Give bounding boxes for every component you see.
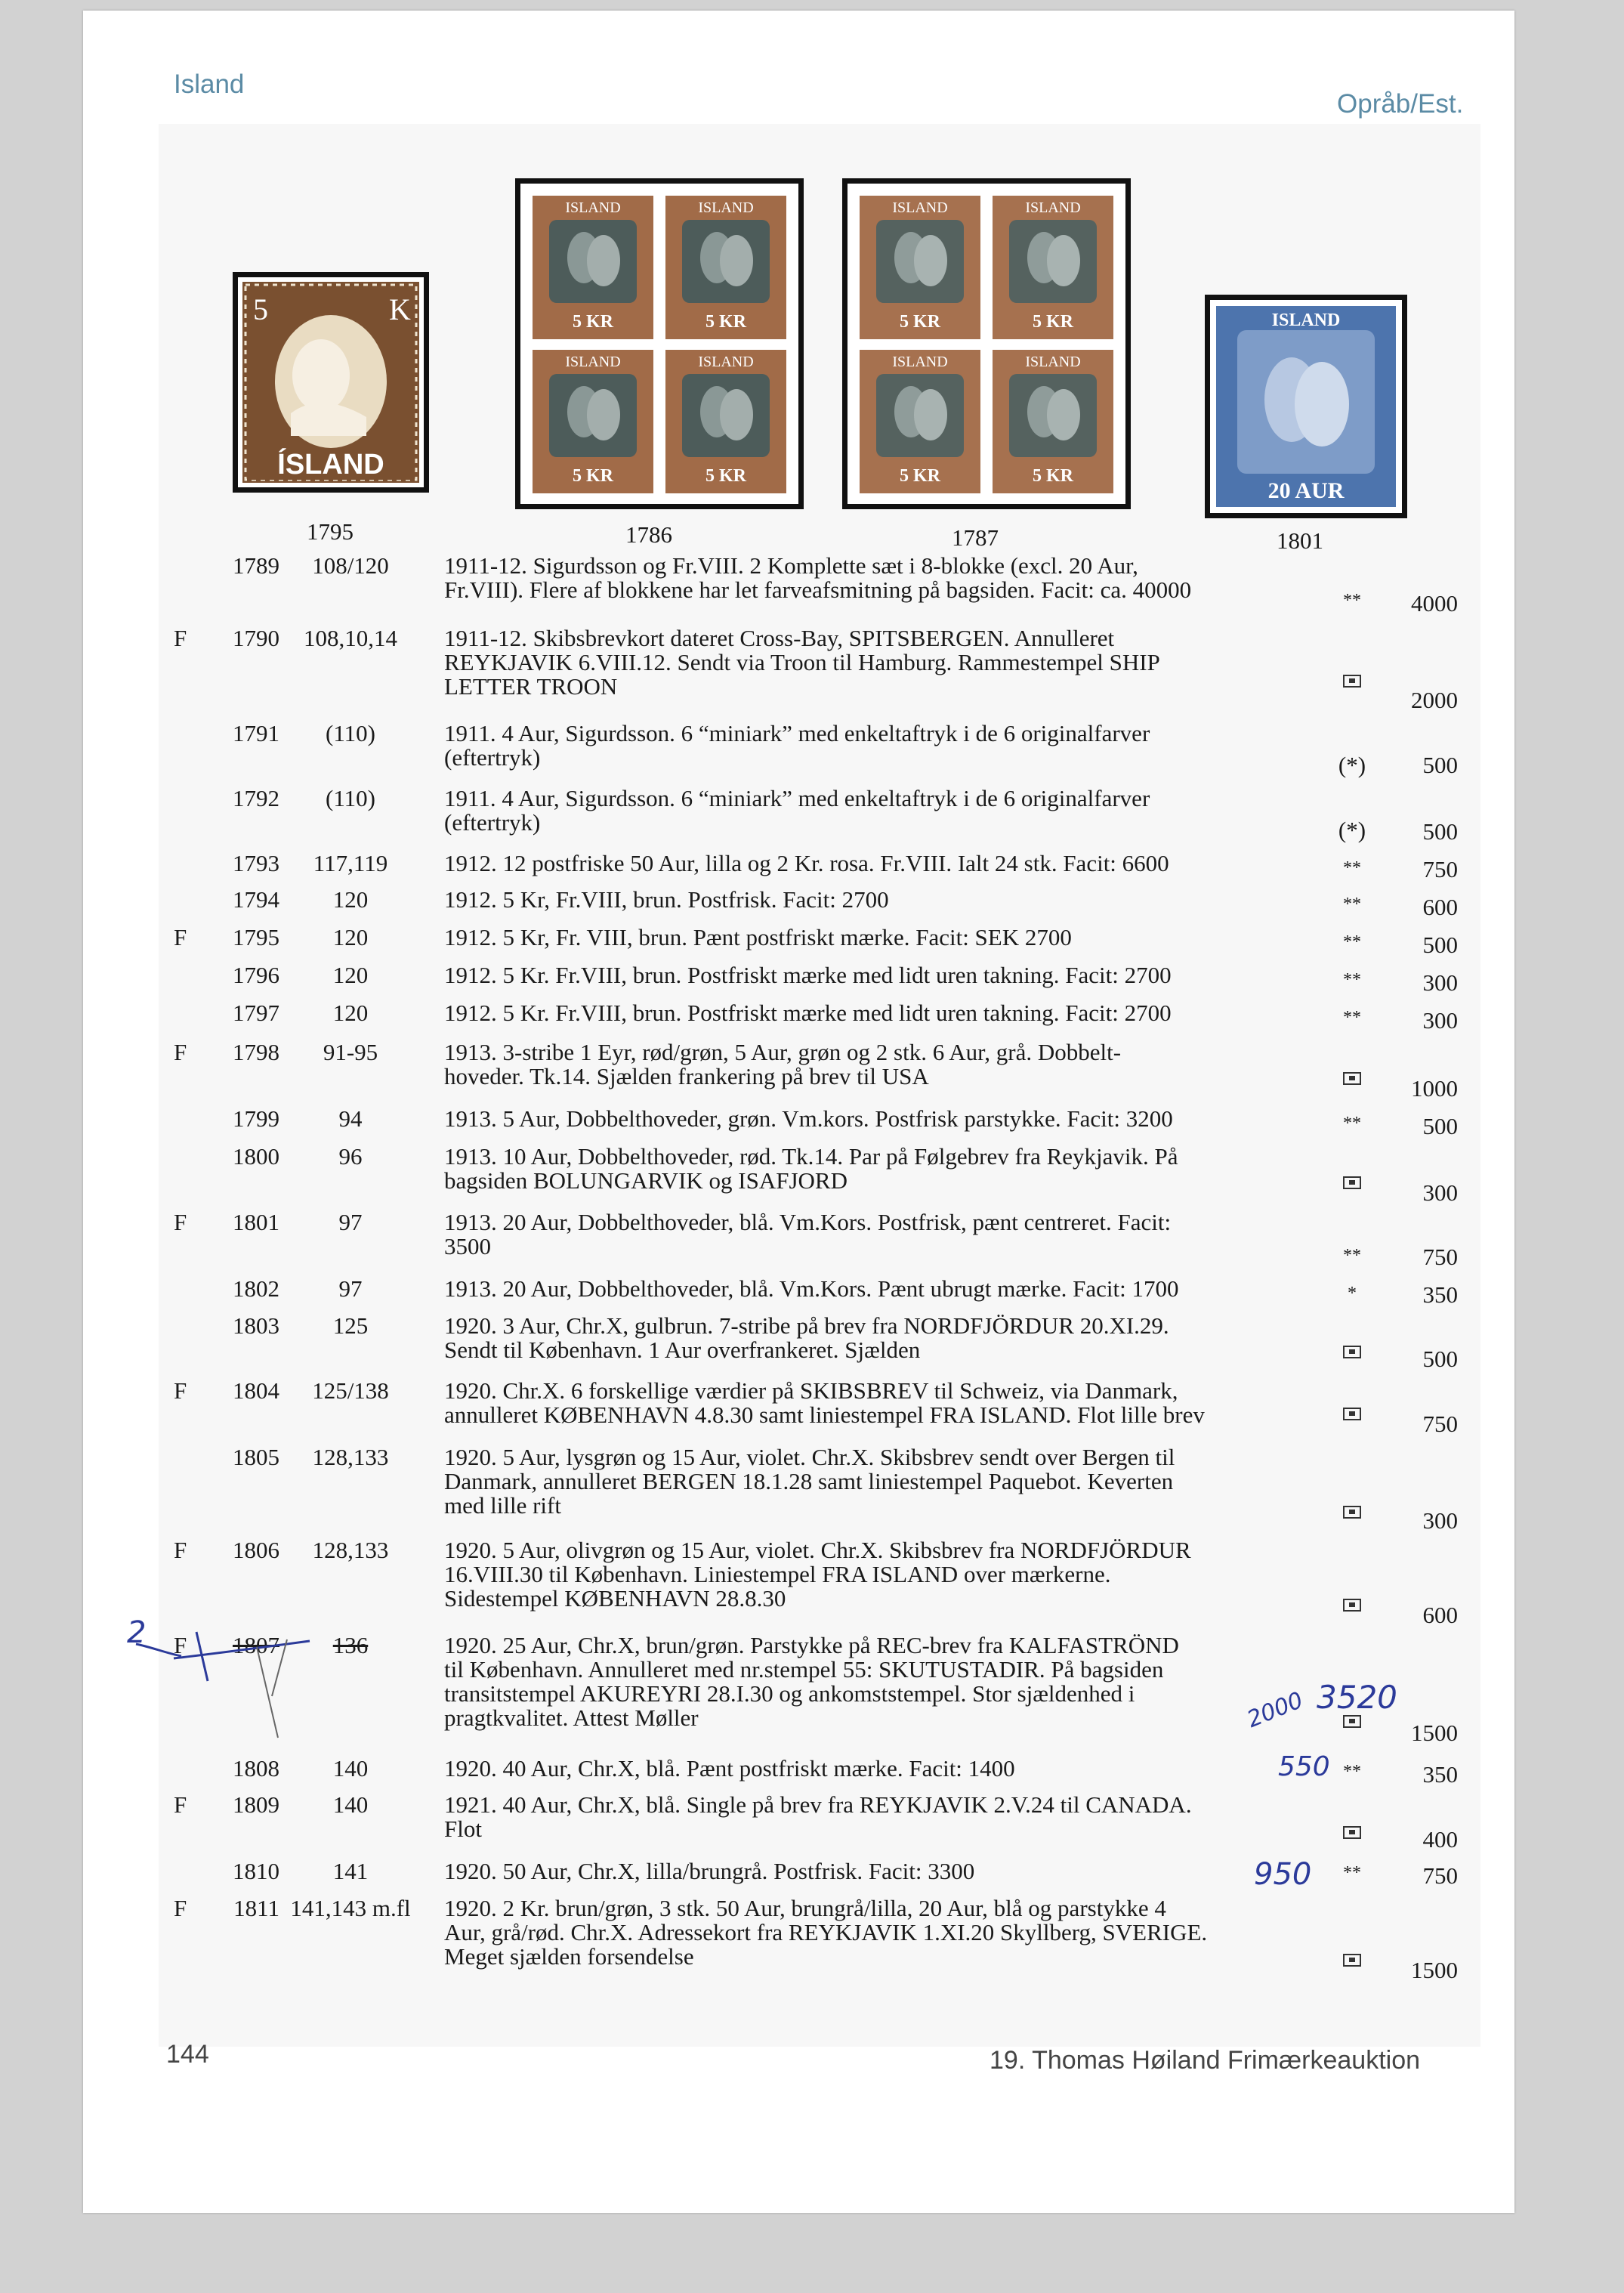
- footer-title: 19. Thomas Høiland Frimærkeauktion: [990, 2046, 1421, 2075]
- header-column-title: Opråb/Est.: [1337, 89, 1464, 119]
- lot-description: 1912. 5 Kr, Fr.VIII, brun. Postfrisk. Facit: 2700: [444, 886, 889, 913]
- figure-label-1801: 1801: [1277, 527, 1323, 554]
- lot-flag: F: [174, 1895, 187, 1921]
- lot-description: 1913. 20 Aur, Dobbelthoveder, blå. Vm.Kors. Postfrisk, pænt centreret. Facit: 3500: [444, 1209, 1172, 1259]
- svg-text:5 KR: 5 KR: [573, 312, 613, 332]
- lot-number: 1803: [233, 1312, 279, 1339]
- estimate: 1000: [1411, 1075, 1458, 1102]
- lot-description: 1913. 3-stribe 1 Eyr, rød/grøn, 5 Aur, grøn og 2 stk. 6 Aur, grå. Dobbelt- hoveder. Tk.14. Sjælden frankering på brev til USA: [444, 1039, 1122, 1089]
- lot-number: 1791: [233, 720, 279, 746]
- lot-number: 1790: [233, 625, 279, 651]
- condition-symbol: **: [1343, 591, 1361, 610]
- condition-symbol: **: [1343, 895, 1361, 914]
- lot-description: 1920. 25 Aur, Chr.X, brun/grøn. Parstykke på REC-brev fra KALFASTRÖND til København. Annulleret med nr.stempel 55: SKUTUSTADIR. På bagsiden transitstempel AKUREYRI 28.I.30 og ankomststempel. Stor sjældenhed i pragtkvalitet. Attest Møller: [444, 1632, 1179, 1731]
- estimate: 600: [1422, 894, 1458, 920]
- lot-flag: F: [174, 1209, 187, 1235]
- catalog-number: 140: [332, 1791, 369, 1818]
- condition-symbol: **: [1343, 1008, 1361, 1028]
- cover-icon: [1329, 1173, 1375, 1197]
- page-number: 144: [166, 2040, 209, 2069]
- condition-symbol: (*): [1338, 752, 1366, 778]
- cover-icon: [1329, 1823, 1375, 1847]
- catalog-number: 96: [338, 1143, 363, 1170]
- estimate: 4000: [1411, 590, 1458, 617]
- lot-number: 1808: [233, 1755, 279, 1782]
- catalog-number: 97: [338, 1209, 363, 1235]
- lot-number: 1789: [233, 552, 279, 579]
- condition-symbol: **: [1343, 932, 1361, 952]
- svg-text:ISLAND: ISLAND: [892, 199, 948, 216]
- estimate: 400: [1422, 1826, 1458, 1853]
- lot-description: 1911. 4 Aur, Sigurdsson. 6 “miniark” med enkeltaftryk i de 6 originalfarver (eftertryk): [444, 785, 1150, 836]
- lot-number: 1797: [233, 1000, 279, 1026]
- lot-number: 1798: [233, 1039, 279, 1065]
- stamp-value-right: K: [389, 292, 411, 326]
- catalog-number: 108/120: [312, 552, 389, 579]
- lot-flag: F: [174, 625, 187, 651]
- lot-flag: F: [174, 1039, 187, 1065]
- estimate: 2000: [1411, 687, 1458, 713]
- svg-text:ISLAND: ISLAND: [565, 199, 621, 216]
- catalog-number: 97: [338, 1275, 363, 1302]
- lot-flag: F: [174, 1791, 187, 1818]
- catalog-number: 128,133: [312, 1444, 389, 1470]
- lot-number: 1801: [233, 1209, 279, 1235]
- condition-symbol: **: [1343, 1863, 1361, 1883]
- handwritten-note-550: 550: [1278, 1751, 1330, 1782]
- estimate: 300: [1422, 1179, 1458, 1206]
- catalog-number: (110): [326, 720, 375, 746]
- lot-description: 1912. 5 Kr. Fr.VIII, brun. Postfriskt mærke med lidt uren takning. Facit: 2700: [444, 962, 1172, 988]
- lot-number: 1793: [233, 850, 279, 876]
- lot-description: 1920. Chr.X. 6 forskellige værdier på SKIBSBREV til Schweiz, via Danmark, annulleret KØBENHAVN 4.8.30 samt liniestempel FRA ISLAND. Flot lille brev: [444, 1377, 1205, 1428]
- lot-flag: F: [174, 1377, 187, 1404]
- catalog-number: 140: [332, 1755, 369, 1782]
- handwritten-note-2: 2: [127, 1615, 147, 1650]
- estimate: 500: [1422, 752, 1458, 778]
- catalog-number: 117,119: [313, 850, 388, 876]
- lot-number: 1811: [233, 1895, 279, 1921]
- lot-number: 1809: [233, 1791, 279, 1818]
- svg-text:20 AUR: 20 AUR: [1267, 478, 1345, 503]
- estimate: 500: [1422, 818, 1458, 845]
- lot-description: 1911. 4 Aur, Sigurdsson. 6 “miniark” med enkeltaftryk i de 6 originalfarver (eftertryk): [444, 720, 1150, 771]
- lot-number: 1792: [233, 785, 279, 811]
- stamp-country-text: ÍSLAND: [277, 449, 384, 481]
- estimate: 500: [1422, 1113, 1458, 1139]
- handwritten-note-3520: 3520: [1317, 1679, 1397, 1716]
- lot-number: 1810: [233, 1858, 279, 1884]
- lot-number: 1807: [233, 1632, 279, 1658]
- svg-text:5 KR: 5 KR: [900, 312, 940, 332]
- condition-symbol: (*): [1338, 817, 1366, 843]
- svg-text:ISLAND: ISLAND: [1271, 311, 1341, 330]
- lot-number: 1795: [233, 924, 279, 950]
- condition-symbol: **: [1343, 858, 1361, 878]
- lot-number: 1804: [233, 1377, 279, 1404]
- estimate: 500: [1422, 932, 1458, 958]
- lot-flag: F: [174, 1632, 187, 1658]
- lot-description: 1920. 5 Aur, olivgrøn og 15 Aur, violet. Chr.X. Skibsbrev fra NORDFJÖRDUR 16.VIII.30 til København. Liniestempel FRA ISLAND over mærkerne. Sidestempel KØBENHAVN 28.8.30: [444, 1537, 1191, 1612]
- lot-description: 1920. 5 Aur, lysgrøn og 15 Aur, violet. Chr.X. Skibsbrev sendt over Bergen til Danmark, annulleret BERGEN 18.1.28 samt liniestempel Paquebot. Keverten med lille rift: [444, 1444, 1175, 1519]
- catalog-number: (110): [326, 785, 375, 811]
- catalog-number: 136: [332, 1632, 369, 1658]
- handwritten-note-2000: 2000: [1243, 1686, 1308, 1734]
- lot-description: 1912. 5 Kr. Fr.VIII, brun. Postfriskt mærke med lidt uren takning. Facit: 2700: [444, 1000, 1172, 1026]
- lot-number: 1802: [233, 1275, 279, 1302]
- lot-flag: F: [174, 1537, 187, 1563]
- estimate: 300: [1422, 1007, 1458, 1034]
- catalog-number: 141,143 m.fl: [290, 1895, 411, 1921]
- catalog-number: 125/138: [312, 1377, 389, 1404]
- estimate: 600: [1422, 1602, 1458, 1628]
- lot-description: 1913. 20 Aur, Dobbelthoveder, blå. Vm.Kors. Pænt ubrugt mærke. Facit: 1700: [444, 1275, 1179, 1302]
- cover-icon: [1329, 1343, 1375, 1367]
- cover-icon: [1329, 672, 1375, 696]
- figure-label-1787: 1787: [952, 524, 999, 551]
- lot-description: 1921. 40 Aur, Chr.X, blå. Single på brev fra REYKJAVIK 2.V.24 til CANADA. Flot: [444, 1791, 1192, 1842]
- catalog-number: 120: [332, 886, 369, 913]
- handwritten-note-950: 950: [1254, 1857, 1312, 1892]
- lot-description: 1920. 40 Aur, Chr.X, blå. Pænt postfriskt mærke. Facit: 1400: [444, 1755, 1015, 1782]
- lot-number: 1794: [233, 886, 279, 913]
- estimate: 750: [1422, 856, 1458, 882]
- catalog-number: 141: [332, 1858, 369, 1884]
- lot-description: 1913. 5 Aur, Dobbelthoveder, grøn. Vm.kors. Postfrisk parstykke. Facit: 3200: [444, 1105, 1173, 1132]
- cover-icon: [1329, 1596, 1375, 1620]
- estimate: 350: [1422, 1761, 1458, 1788]
- catalog-number: 120: [332, 924, 369, 950]
- estimate: 750: [1422, 1862, 1458, 1889]
- lot-number: 1805: [233, 1444, 279, 1470]
- figure-label-1786: 1786: [625, 521, 672, 548]
- catalog-number: 128,133: [312, 1537, 389, 1563]
- catalog-number: 94: [338, 1105, 363, 1132]
- catalog-number: 91-95: [323, 1039, 378, 1065]
- cover-icon: [1329, 1405, 1375, 1429]
- header-country: Island: [174, 70, 245, 99]
- catalog-number: 108,10,14: [304, 625, 397, 651]
- catalog-number: 125: [332, 1312, 369, 1339]
- stamp-value-left: 5: [253, 292, 268, 326]
- cover-icon: [1329, 1069, 1375, 1093]
- handwritten-strike-marks: [113, 1617, 370, 1745]
- estimate: 500: [1422, 1346, 1458, 1372]
- cover-icon: [1329, 1503, 1375, 1527]
- lot-number: 1796: [233, 962, 279, 988]
- catalog-number: 120: [332, 962, 369, 988]
- condition-symbol: *: [1348, 1284, 1357, 1303]
- catalog-page: [83, 11, 1514, 2213]
- estimate: 1500: [1411, 1720, 1458, 1746]
- catalog-number: 120: [332, 1000, 369, 1026]
- lot-description: 1912. 5 Kr, Fr. VIII, brun. Pænt postfriskt mærke. Facit: SEK 2700: [444, 924, 1072, 950]
- estimate: 350: [1422, 1281, 1458, 1308]
- estimate: 300: [1422, 1507, 1458, 1534]
- estimate: 1500: [1411, 1957, 1458, 1983]
- condition-symbol: **: [1343, 1114, 1361, 1133]
- lot-description: 1911-12. Sigurdsson og Fr.VIII. 2 Komplette sæt i 8-blokke (excl. 20 Aur, Fr.VIII). Flere af blokkene har let farveafsmitning på bagsiden. Facit: ca. 40000: [444, 552, 1192, 603]
- lot-description: 1911-12. Skibsbrevkort dateret Cross-Bay, SPITSBERGEN. Annulleret REYKJAVIK 6.VIII.12. Sendt via Troon til Hamburg. Rammestempel SHIP LETTER TROON: [444, 625, 1160, 700]
- condition-symbol: **: [1343, 1246, 1361, 1265]
- lot-description: 1920. 2 Kr. brun/grøn, 3 stk. 50 Aur, brungrå/lilla, 20 Aur, blå og parstykke 4 Aur, grå/rød. Chr.X. Adressekort fra REYKJAVIK 1.XI.20 Skyllberg, SVERIGE. Meget sjælden forsendelse: [444, 1895, 1208, 1970]
- estimate: 750: [1422, 1244, 1458, 1270]
- cover-icon: [1329, 1951, 1375, 1975]
- estimate: 300: [1422, 969, 1458, 996]
- lot-description: 1912. 12 postfriske 50 Aur, lilla og 2 Kr. rosa. Fr.VIII. Ialt 24 stk. Facit: 6600: [444, 850, 1169, 876]
- lot-description: 1913. 10 Aur, Dobbelthoveder, rød. Tk.14. Par på Følgebrev fra Reykjavik. På bagsiden BOLUNGARVIK og ISAFJORD: [444, 1143, 1178, 1194]
- lot-number: 1800: [233, 1143, 279, 1170]
- lot-flag: F: [174, 924, 187, 950]
- lot-number: 1806: [233, 1537, 279, 1563]
- condition-symbol: **: [1343, 1762, 1361, 1782]
- lot-description: 1920. 3 Aur, Chr.X, gulbrun. 7-stribe på brev fra NORDFJÖRDUR 20.XI.29. Sendt til København. 1 Aur overfrankeret. Sjælden: [444, 1312, 1169, 1363]
- lot-number: 1799: [233, 1105, 279, 1132]
- condition-symbol: **: [1343, 970, 1361, 990]
- figure-label-1795: 1795: [307, 518, 354, 545]
- lot-description: 1920. 50 Aur, Chr.X, lilla/brungrå. Postfrisk. Facit: 3300: [444, 1858, 975, 1884]
- estimate: 750: [1422, 1411, 1458, 1437]
